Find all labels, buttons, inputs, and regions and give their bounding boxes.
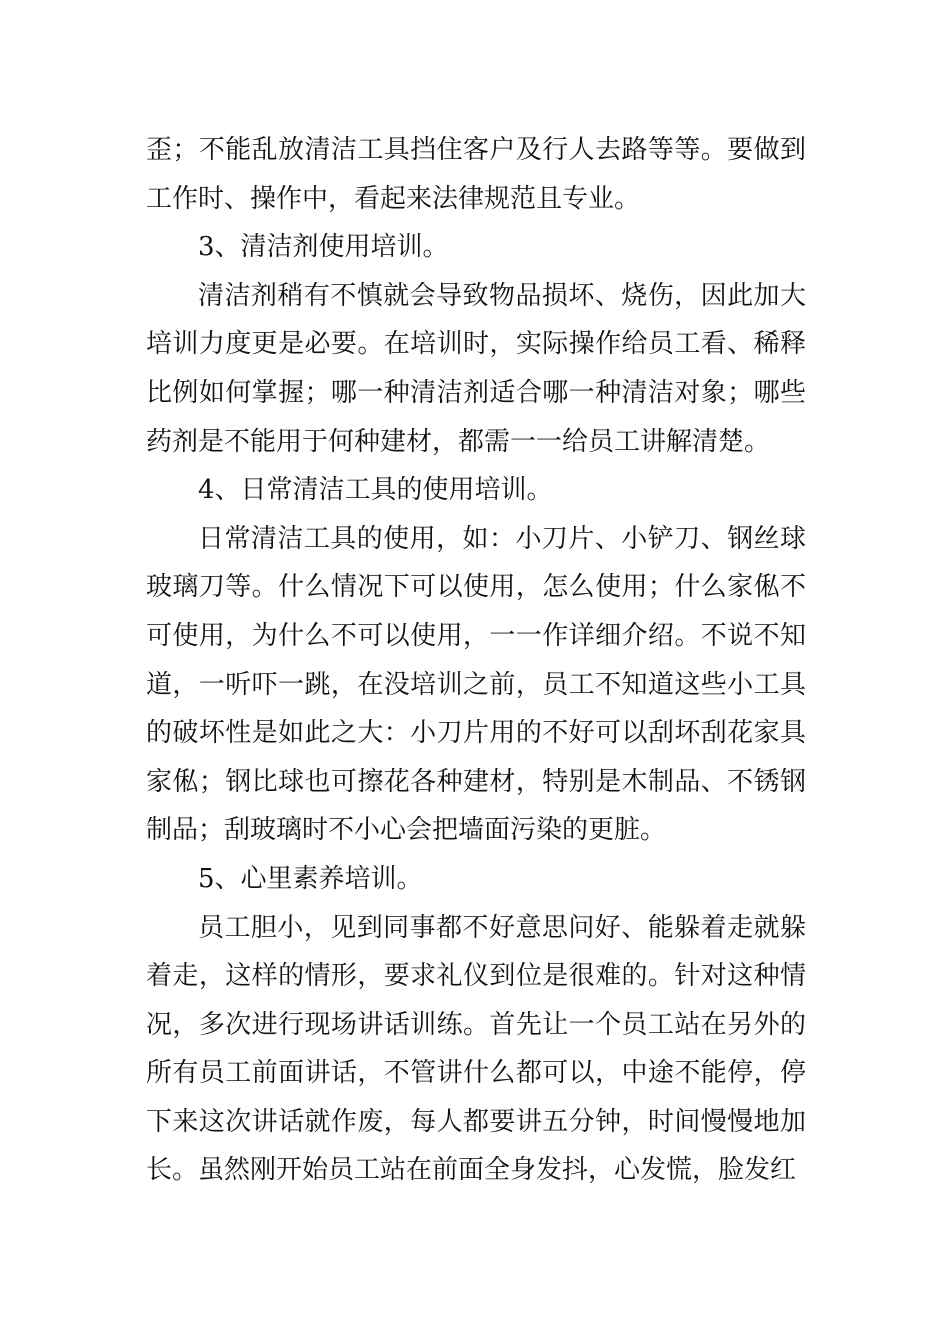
document-body bbox=[146, 126, 806, 1195]
paragraph-psychological-training: 员工胆小，见到同事都不好意思问好、能躲着走就躲着走，这样的情形，要求礼仪到位是很难的。针对这种情况，多次进行现场讲话训练。首先让一个员工站在另外的所有员工前面讲话，不管讲什么都可以，中途不能停，停下来这次讲话就作废，每人都要讲五分钟，时间慢慢地加长。虽然刚开始员工站在前面全身发抖，心发慌，脸发红 bbox=[146, 912, 806, 1186]
paragraph-continuation: 歪；不能乱放清洁工具挡住客户及行人去路等等。要做到工作时、操作中，看起来法律规范且专业。 bbox=[146, 135, 806, 214]
paragraph-cleaning-agent: 清洁剂稍有不慎就会导致物品损坏、烧伤，因此加大培训力度更是必要。在培训时，实际操作给员工看、稀释比例如何掌握；哪一种清洁剂适合哪一种清洁对象；哪些药剂是不能用于何种建材，都需一一给员工讲解清楚。 bbox=[146, 280, 806, 457]
section-heading-5: 5、心里素养培训。 bbox=[198, 863, 423, 894]
paragraph-cleaning-tools: 日常清洁工具的使用，如：小刀片、小铲刀、钢丝球玻璃刀等。什么情况下可以使用，怎么使用；什么家俬不可使用，为什么不可以使用，一一作详细介绍。不说不知道，一听吓一跳，在没培训之前，员工不知道这些小工具的破坏性是如此之大：小刀片用的不好可以刮坏刮花家具家俬；钢比球也可擦花各种建材，特别是木制品、不锈钢制品；刮玻璃时不小心会把墙面污染的更脏。 bbox=[146, 523, 806, 846]
section-heading-3: 3、清洁剂使用培训。 bbox=[198, 232, 449, 263]
section-heading-4: 4、日常清洁工具的使用培训。 bbox=[198, 475, 553, 506]
